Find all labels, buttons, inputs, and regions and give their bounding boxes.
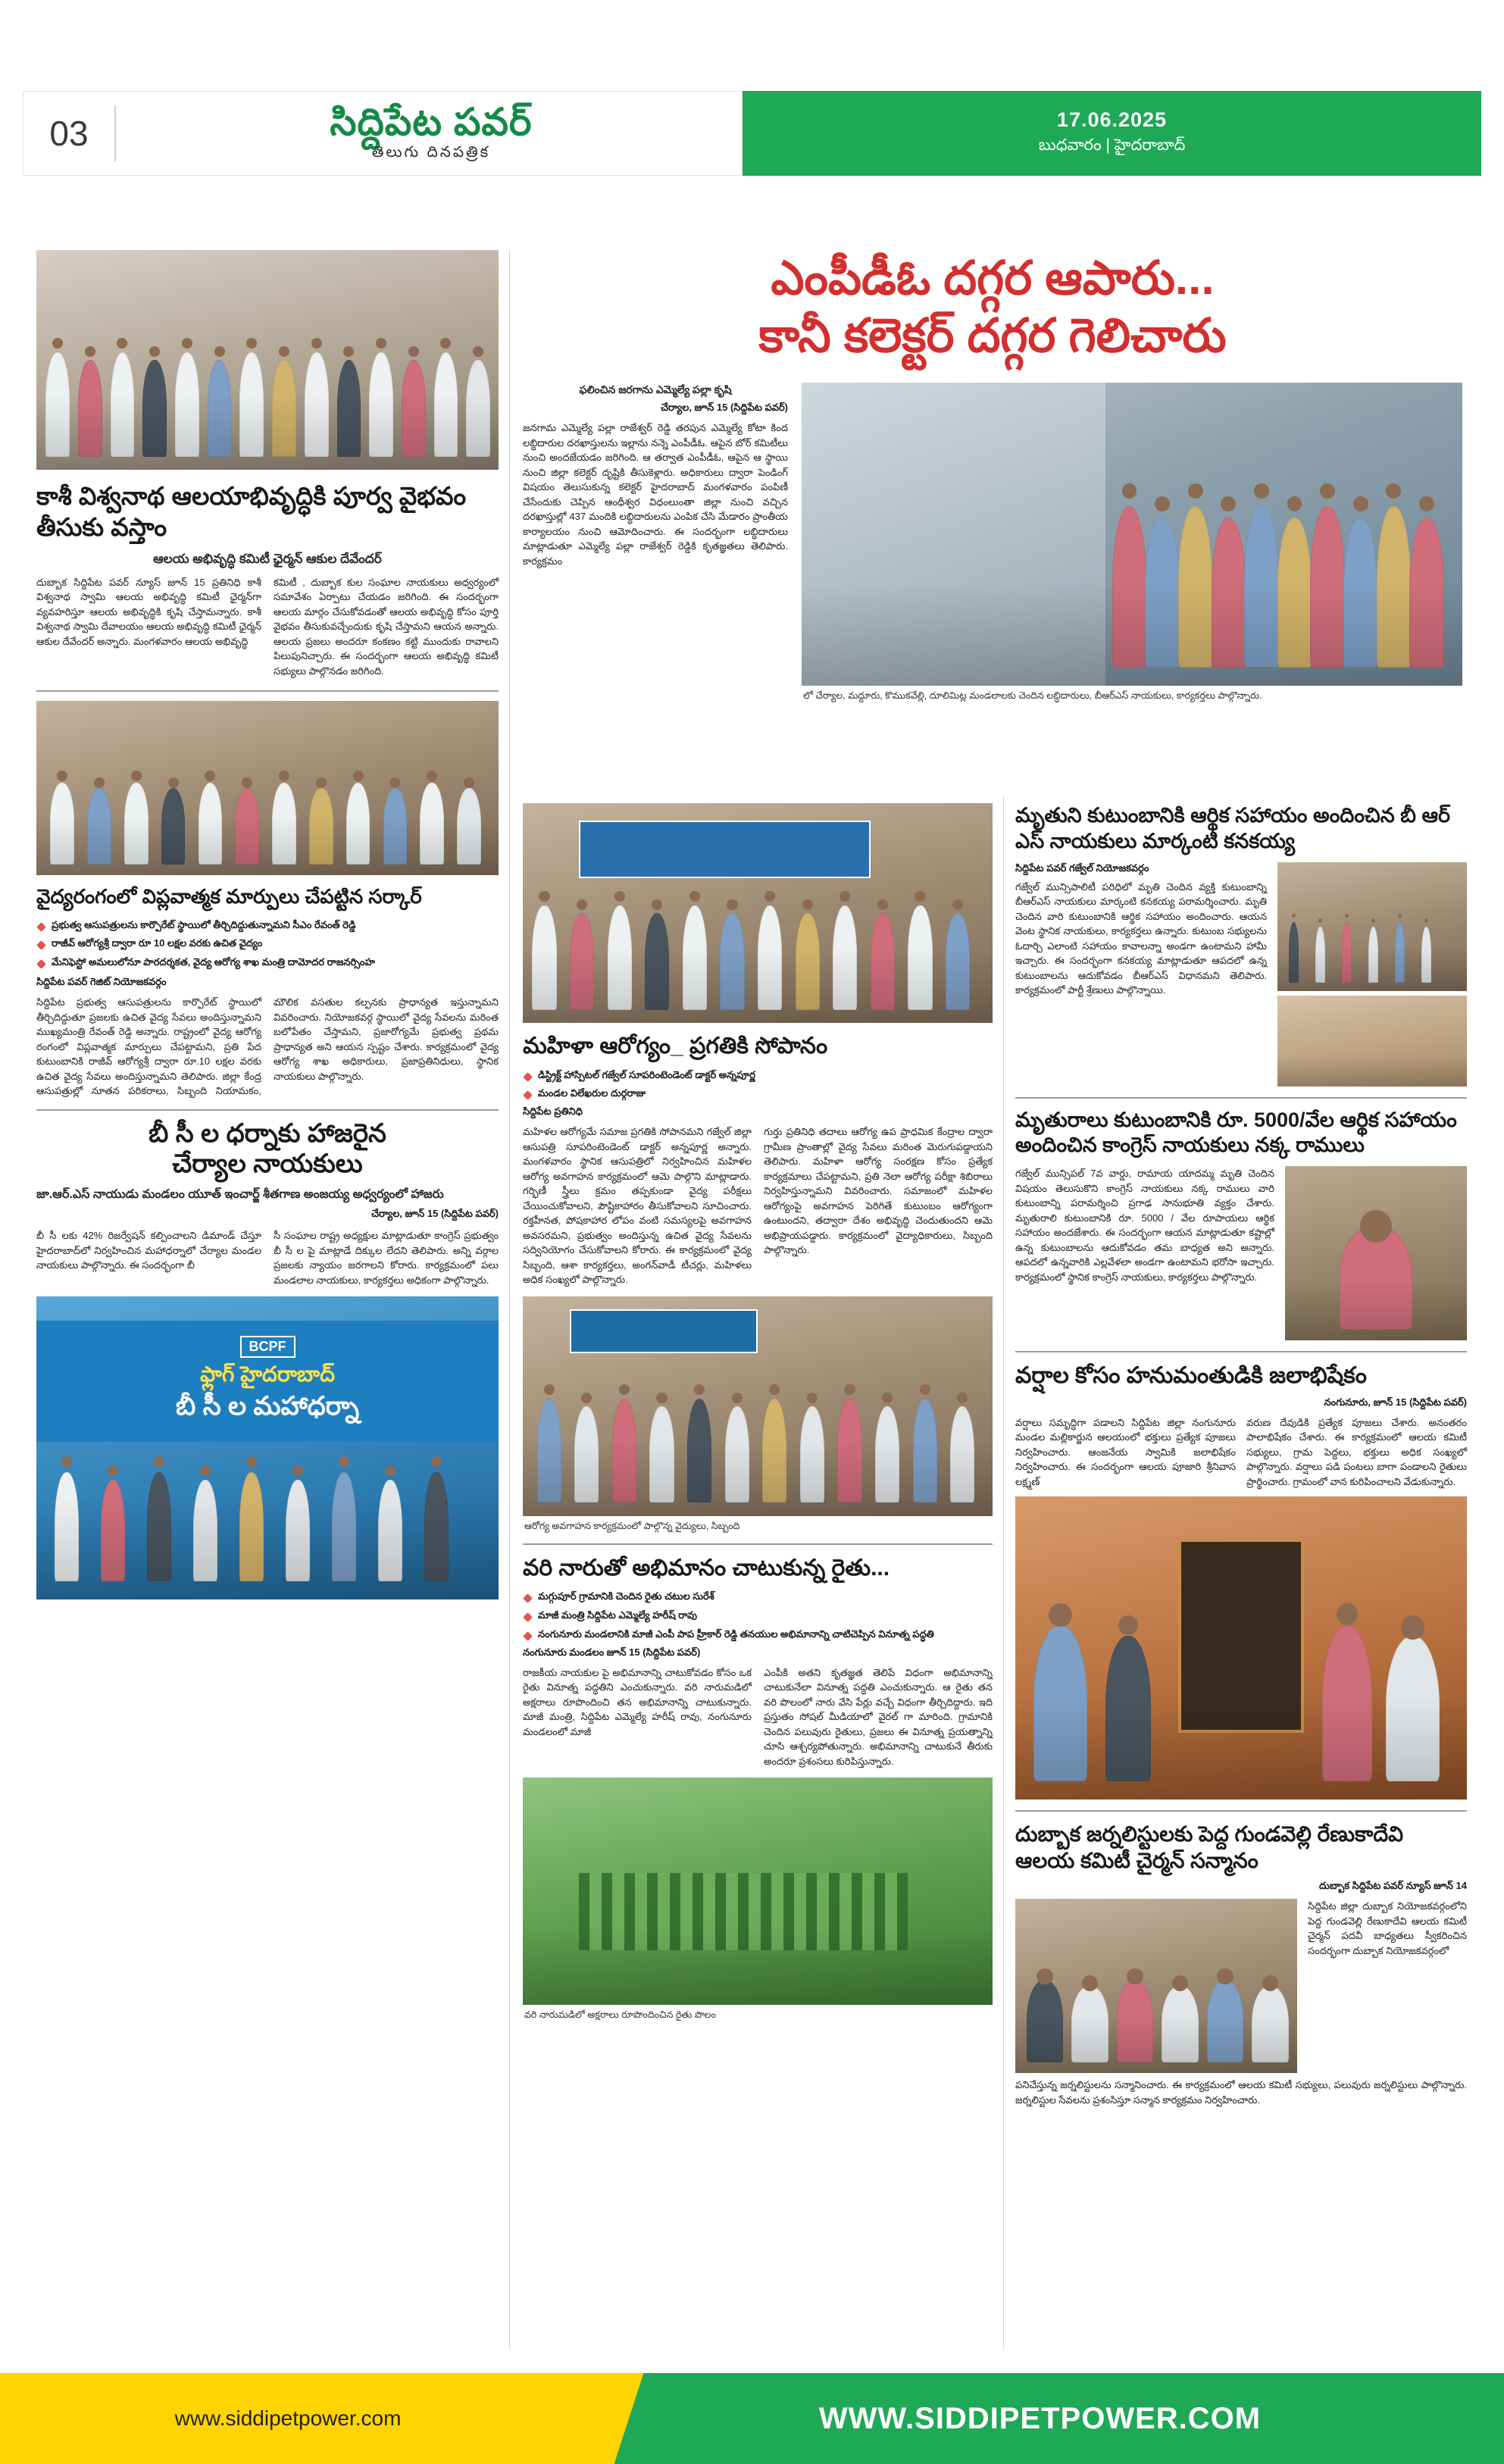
story-body-left: వర్షాలు సమృద్ధిగా పడాలని సిద్దిపేట జిల్లా నంగునూరు మండల మల్లికార్జున ఆలయంలో భక్తులు ప్రత్యేక పూజలు నిర్వహించారు. ఆంజనేయ స్వామికి జలాభిషేకం నిర్వహించారు. ఈ సందర్భంగా ఆలయ పూజారి శ్రీనివాస లక్ష్మణ్ xyxy=(1015,1416,1236,1487)
story-headline: కాశీ విశ్వనాథ ఆలయాభివృద్ధికి పూర్వ వైభవం తీసుకు వస్తాం xyxy=(36,482,467,542)
bullet-item: మగ్గుపూర్ గ్రామానికి చెందిన రైతు చటుల సురేశ్ xyxy=(523,1590,993,1604)
issue-day-place: బుధవారం | హైదరాబాద్ xyxy=(1038,136,1186,154)
photo-beneficiaries xyxy=(802,383,1462,686)
story-body-left: బీ సీ లకు 42% రిజర్వేషన్‌ కల్పించాలని డిమాండ్‌ చేస్తూ హైదరాబాద్‌లో నిర్వహించిన మహాధర్నాలో చేర్యాల మండల నాయకులు పాల్గొన్నారు. ఈ సందర్భంగా బీ xyxy=(36,1230,261,1271)
story-dateline: దుబ్బాక సిద్దిపేట పవర్ న్యూస్ జూన్ 14 xyxy=(1319,1880,1467,1891)
photo-caption: వరి నారుమడిలో అక్షరాలు రూపొందించిన రైతు పొలం xyxy=(524,2009,716,2021)
divider xyxy=(1015,1097,1467,1099)
bullet-item: రాజీవ్‌ ఆరోగ్యశ్రీ ద్వారా రూ 10 లక్షల వరకు ఉచిత వైద్యం xyxy=(36,937,499,951)
story-headline: దుబ్బాక జర్నలిస్టులకు పెద్ద గుండవెల్లి రేణుకాదేవి ఆలయ కమిటీ చైర్మన్ సన్మానం xyxy=(1015,1822,1404,1872)
story-dateline: సిద్దిపేట పవర్ గజ్వేల్ నియోజకవర్గం xyxy=(1015,861,1149,874)
story-body: సిద్దిపేట ప్రభుత్వ ఆసుపత్రులను కార్పొరేట్ స్థాయిలో తీర్చిదిద్దుతూ ప్రజలకు ఉచిత వైద్య సేవలు అందిస్తున్నామని ముఖ్యమంత్రి రేవంత్ రెడ్డి అన్నారు. రాష్ట్రంలో వైద్య ఆరోగ్య రంగంలో విప్లవాత్మక మార్పులు చేపట్టామని, ప్రతి పేద కుటుంబానికి రాజీవ్ ఆరోగ్యశ్రీ ద్వారా రూ.10 లక్షల వరకు ఉచిత వైద్య సేవలు అందిస్తున్నామని తెలిపారు. జిల్లా కేంద్ర ఆసుపత్రుల్లో నూతన పరికరాలు, సిబ్బంది నియామకం, మౌలిక వసతుల కల్పనకు ప్రాధాన్యత ఇస్తున్నామని వివరించారు. నియోజకవర్గ స్థాయిలో వైద్య సేవలను మరింత బలోపేతం చేస్తామని, ప్రజారోగ్యమే ప్రభుత్వ ప్రథమ ప్రాధాన్యత అని ఆయన స్పష్టం చేశారు. కార్యక్రమంలో వైద్య ఆరోగ్య శాఖ అధికారులు, ప్రజాప్రతినిధులు, స్థానిక నాయకులు పాల్గొన్నారు. xyxy=(36,996,499,1097)
lead-photo-caption: లో చేర్యాల, మద్దూరు, కొముకవేల్లి, దూలిమిట్ల మండలాలకు చెందిన లబ్ధిదారులు, బీఆర్ఎస్ నాయకులు, కార్యకర్తలు పాల్గొన్నారు. xyxy=(803,690,1262,702)
story-bullet-list xyxy=(523,1068,993,1102)
story-headline-line2: చేర్యాల నాయకులు xyxy=(172,1149,363,1179)
footer-url-left[interactable]: www.siddipetpower.com xyxy=(174,2406,402,2430)
banner-text: బీ సీ ల మహాధర్నా xyxy=(176,1391,359,1421)
lead-headline-line2: కానీ కలెక్టర్‌ దగ్గర గెలిచారు xyxy=(758,309,1227,362)
masthead-left xyxy=(23,91,743,176)
photo-family-consoled xyxy=(1277,996,1467,1087)
photo-health-dept xyxy=(36,701,499,875)
story-headline: వైద్యరంగంలో విప్లవాత్మక మార్పులు చేపట్టిన సర్కార్ xyxy=(36,885,422,908)
bullet-item: ప్రభుత్వ ఆసుపత్రులను కార్పొరేట్‌ స్థాయిలో తీర్చిదిద్దుతున్నామని సీఎం రేవంత్‌ రెడ్డి xyxy=(36,918,499,933)
story-headline: వరి నారుతో అభిమానం చాటుకున్న రైతు... xyxy=(523,1555,890,1581)
photo-health-awareness xyxy=(523,1296,993,1516)
story-dateline: నంగునూరు మండలం జూన్ 15 (సిద్దిపేట పవర్) xyxy=(523,1646,701,1658)
top-white-bar xyxy=(0,0,1504,70)
story-body: గజ్వేల్ మున్సిపల్ 7వ వార్డు, రామాయ యాదమ్మ మృతి చెందిన విషయం తెలుసుకొని కాంగ్రెస్ నాయకులు నక్క రాములు వారి కుటుంబాన్ని పరామర్శించి ప్రగాఢ సానుభూతి వ్యక్తం చేశారు. మృతురాలి కుటుంబానికి రూ. 5000 / వేల రూపాయలు ఆర్థిక సహాయం అందజేశారు. ఈ సందర్భంగా ఆయన మాట్లాడుతూ కష్టాల్లో ఉన్న కుటుంబాలను ఆదుకోవడం తమ బాధ్యత అని అన్నారు. ఆపదలో ఉన్నవారికి ఎల్లవేళలా అండగా ఉంటామని భరోసా ఇచ్చారు. కార్యక్రమంలో స్థానిక కాంగ్రెస్ నాయకులు, కార్యకర్తలు పాల్గొన్నారు. xyxy=(1015,1168,1274,1283)
divider xyxy=(1015,1810,1467,1812)
bullet-item: మండల విలేఖరుల దుర్గరాజు xyxy=(523,1087,993,1101)
masthead-title-wrap xyxy=(116,102,742,164)
lead-story xyxy=(523,250,1462,702)
story-body-right: గుర్తు ప్రతినిధి తదాలు ఆరోగ్య ఉప ప్రాధమిక కేంద్రాల ద్వారా గ్రామీణ ప్రాంతాల్లో వైద్య సేవలు మరింత మెరుగుపడ్డాయని తెలిపారు. మహిళా ఆరోగ్య సంరక్షణ కోసం ప్రత్యేక కార్యక్రమాలు చేపట్టామని, ప్రతి నెలా ఆరోగ్య పరీక్షా శిబిరాలు నిర్వహిస్తున్నామని వివరించారు. సమాజంలో మహిళల ఆరోగ్యంపై అవగాహన పెరిగితే కుటుంబం ఆరోగ్యంగా ఉంటుందని, తద్వారా దేశం అభివృద్ధి చెందుతుందని ఆమె అభిప్రాయపడ్డారు. కార్యక్రమంలో వైద్యాధికారులు, సిబ్బంది పాల్గొన్నారు. xyxy=(764,1126,993,1256)
story-body-right: ఎంపీకి అతని కృతజ్ఞత తెలిపే విధంగా అభిమానాన్ని చాటుకునేలా వినూత్న పద్ధతి ఎంచుకున్నారు. ఆ రైతు తన వరి పొలంలో నారు వేసి పేర్లు వచ్చే విధంగా తీర్చిదిద్దారు. ఇది ప్రస్తుతం సోషల్ మీడియాలో వైరల్ గా మారింది. గ్రామానికి చెందిన పలువురు రైతులు, ప్రజలు ఈ వినూత్న ప్రయత్నాన్ని చూసి ఆశ్చర్యపోతున్నారు. అభిమానాన్ని చాటుకునే తీరుకు అందరూ ప్రశంసలు కురిపిస్తున్నారు. xyxy=(764,1666,993,1767)
page-number: 03 xyxy=(49,114,89,153)
story-body-right: సీ సంఘాల రాష్ట్ర అధ్యక్షుల మాట్లాడుతూ కాంగ్రెస్ ప్రభుత్వం బీ సీ ల పై మాట్లాడే దిక్కుల లేదని తెలిపారు. అన్ని వర్గాల ప్రజలకు న్యాయం జరగాలని కోరారు. కార్యక్రమంలో పలు మండలాల నాయకులు, కార్యకర్తలు అధికంగా పాల్గొన్నారు. xyxy=(274,1230,499,1286)
masthead xyxy=(23,91,1481,176)
story-headline: మృతుని కుటుంబానికి ఆర్థిక సహాయం అందించిన బీ ఆర్ ఎస్ నాయకులు మార్కంటి కనకయ్య xyxy=(1015,804,1451,852)
story-bullet-list xyxy=(523,1590,993,1642)
photo-temple-committee xyxy=(36,250,499,470)
column-separator xyxy=(1003,796,1004,2349)
banner-logo: BCPF xyxy=(240,1336,295,1358)
newspaper-title: సిద్దిపేట పవర్ xyxy=(330,101,533,143)
photo-brs-leaders-visit xyxy=(1277,862,1467,991)
story-body-left: దుబ్బాక సిద్దిపేట పవర్‌ న్యూస్‌ జూన్‌ 15 ప్రతినిధి కాశీ విశ్వనాథ స్వామి ఆలయ అభివృద్ధి కమిటీ ఛైర్మన్‌గా వ్యవహరిస్తూ ఆలయ అభివృద్ధికి కృషి చేస్తామన్నారు. కాశీ విశ్వనాథ స్వామి దేవాలయం ఆలయ అభివృద్ధి కమిటీ ఛైర్మన్‌ ఆకుల దేవేందర్‌ అన్నారు. మంగళవారం ఆలయ అభివృద్ధి xyxy=(36,576,261,647)
photo-womens-health-meeting xyxy=(523,803,993,1023)
bullet-item: నంగునూరు మండలానికి మాజీ ఎంపీ పాప హ్రీకార్ రెడ్డి తనయుల అభిమానాన్ని చాటిచెప్పిన వినూత్న పద్ధతి xyxy=(523,1628,993,1642)
story-body-right: కమిటీ , దుబ్బాక కుల సంఘాల నాయకులు అధ్వర్యంలో సమావేశం ఏర్పాటు చేయడం జరిగింది. ఈ సందర్భంగా ఆలయ మార్గం చేసుకోవడంతో ఆలయ అభివృద్ధి కోసం పూర్తి వైభవం తీసుకువచ్చేందుకు కృషి చేస్తామని ఆయన అన్నారు. ఆలయ ప్రజలు అందరూ కంకణం కట్టి ముందుకు రావాలని పిలుపునిచ్చారు. ఈ సందర్భంగా ఆలయ అభివృద్ధి కమిటీ సభ్యులు పాల్గొనడం జరిగింది. xyxy=(274,576,499,677)
lead-headline-line1: ఎంపీడీఓ దగ్గర ఆపారు... xyxy=(771,252,1215,305)
photo-congress-leader xyxy=(1285,1166,1467,1340)
photo-caption: ఆరోగ్య అవగాహన కార్యక్రమంలో పాల్గొన్న వైద్యులు, సిబ్బంది xyxy=(524,1520,740,1531)
story-body-left: మహిళల ఆరోగ్యమే సమాజ ప్రగతికి సోపానమని గజ్వేల్ జిల్లా ఆసుపత్రి సూపరింటెండెంట్ డాక్టర్ అన్నపూర్ణ అన్నారు. మంగళవారం స్థానిక ఆసుపత్రిలో నిర్వహించిన మహిళల ఆరోగ్య అవగాహన కార్యక్రమంలో ఆమె పాల్గొని మాట్లాడారు. గర్భిణీ స్త్రీలు క్రమం తప్పకుండా వైద్య పరీక్షలు చేయించుకోవాలని, పౌష్టికాహారం తీసుకోవాలని సూచించారు. రక్తహీనత, పోషకాహార లోపం వంటి సమస్యలపై అవగాహన అవసరమని, ప్రభుత్వం అందిస్తున్న ఉచిత వైద్య సేవలను సద్వినియోగం చేసుకోవాలని కోరారు. ఈ కార్యక్రమంలో వైద్య సిబ్బంది, ఆశా కార్యకర్తలు, అంగన్‌వాడీ టీచర్లు, మహిళలు అధిక సంఖ్యలో పాల్గొన్నారు. xyxy=(523,1126,752,1286)
story-dateline: నంగునూరు, జూన్ 15 (సిద్దిపేట పవర్) xyxy=(1324,1396,1467,1408)
photo-journalists-felicitation xyxy=(1015,1899,1297,2073)
lead-kicker-text: ఫలించిన జరగాను ఎమ్మెల్యే పల్లా కృషి xyxy=(579,383,732,396)
issue-date: 17.06.2025 xyxy=(1056,108,1168,131)
story-subhead: ఆలయ అభివృద్ధి కమిటీ ఛైర్మన్‌ ఆకుల దేవేందర్‌ xyxy=(153,551,382,566)
photo-temple-abhishekam xyxy=(1015,1496,1467,1800)
lead-body: జనగామ ఎమ్మెల్యే పల్లా రాజేశ్వర్‌ రెడ్డి తరపున ఎమ్మెల్యే కోటా కింద లబ్ధిదారుల దరఖాస్తులను ఇల్లాను నన్నె ఎంపీడీఓ. ఆపైన బోర్ కమిటీలు నుంచి అందజేయడం జరిగింది. ఆ తర్వాత ఎంపీడీఓ, ఆపైన ఆ స్థాయి నుంచి జిల్లా కలెక్టర్‌ దృష్టికి తీసుకెళ్లారు. అధికారులు ద్వారా పెండింగ్ విషయం తెలుసుకున్న కలెక్టర్‌ హైదరాబాద్ మంగళవారం పంపిణీ చేసేందుకు చెప్పిన ఆంధీశ్వర విధంలుంతా జిల్లా నుంచి వచ్చిన దరఖాస్తుల్లో 437 మందికి లబ్ధిదారులను ఎంపిక చేసి మేడారం ప్రాంతీయ కార్యాలయం నుంచి ఆమోదించారు. ఈ సందర్భంగా లబ్ధిదారులు మాట్లాడుతూ ఎమ్మెల్యే పల్లా రాజేశ్వర్‌ రెడ్డికి కృతజ్ఞతలు తెలిపారు. కార్యక్రమం xyxy=(523,422,788,567)
story-body-left: సిద్దిపేట జిల్లా దుబ్బాక నియోజకవర్గంలోని పెద్ద గుండవెల్లి రేణుకాదేవి ఆలయ కమిటీ చైర్మన్ పదవీ బాధ్యతలు స్వీకరించిన సందర్భంగా దుబ్బాక నియోజకవర్గంలో xyxy=(1308,1900,1467,1956)
column-3 xyxy=(1015,803,1467,2107)
photo-bc-dharna xyxy=(36,1296,499,1599)
lead-kicker xyxy=(523,383,788,397)
divider xyxy=(1015,1351,1467,1352)
story-body-left: రాజకీయ నాయకుల పై అభిమానాన్ని చాటుకోవడం కోసం ఒక రైతు వినూత్న పద్ధతిని ఎంచుకున్నారు. వరి నారుమడిలో అక్షరాలు రూపొందించి తన అభిమానాన్ని చాటుకున్నారు. మాజీ మంత్రి, సిద్దిపేట ఎమ్మెల్యే హరీష్ రావు, నంగునూరు మండలంలో మాజీ xyxy=(523,1666,752,1737)
story-body: గజ్వేల్ మున్సిపాలిటీ పరిధిలో మృతి చెందిన వ్యక్తి కుటుంబాన్ని బీఆర్ఎస్ నాయకులు మార్కంటి కనకయ్య పరామర్శించారు. మృతి చెందిన వారి కుటుంబానికి ఆర్థిక సహాయం అందించారు. ఆయన వెంట స్థానిక నాయకులు, కార్యకర్తలు ఉన్నారు. కుటుంబ సభ్యులను ఓదార్చి ఎలాంటి సహాయం కావాలన్నా అండగా ఉంటామని హామీ ఇచ్చారు. ఈ సందర్భంగా కనకయ్య మాట్లాడుతూ ఆపదలో ఉన్న కుటుంబాలను ఆదుకోవడం బీఆర్ఎస్ విధానమని తెలిపారు. కార్యక్రమంలో పార్టీ శ్రేణులు పాల్గొన్నాయి. xyxy=(1015,880,1267,996)
bullet-item: మాజీ మంత్రి సిద్దిపేట ఎమ్మెల్యే హరీష్ రావు xyxy=(523,1609,993,1623)
story-headline-line1: బీ సీ ల ధర్నాకు హాజరైన xyxy=(149,1118,386,1148)
column-1 xyxy=(36,250,499,1599)
story-subhead: జా.ఆర్‌.ఎస్‌ నాయుడు మండలం యూత్‌ ఇంచార్జ్‌ శీతగాణ అంజయ్య అధ్వర్యంలో హాజరు xyxy=(36,1188,444,1202)
story-dateline: సిద్దిపేట పవర్ గెజిట్ నియోజకవర్గం xyxy=(36,976,167,988)
photo-paddy-field xyxy=(523,1778,993,2005)
footer-bar xyxy=(0,2373,1504,2464)
banner-subtitle: ఫ్లాగ్ హైదరాబాద్ xyxy=(200,1362,335,1386)
footer-yellow-band xyxy=(0,2373,576,2464)
story-dateline: సిద్దిపేట ప్రతినిధి xyxy=(523,1105,583,1118)
footer-green-band xyxy=(576,2373,1504,2464)
story-dateline: చేర్యాల, జూన్ 15 (సిద్దిపేట పవర్) xyxy=(371,1208,499,1220)
story-body-right: పనిచేస్తున్న జర్నలిస్టులను సన్మానించారు. ఈ కార్యక్రమంలో ఆలయ కమిటీ సభ్యులు, పలువురు జర్నలిస్టులు పాల్గొన్నారు. జర్నలిస్టుల సేవలను ప్రశంసిస్తూ సన్మాన కార్యక్రమం నిర్వహించారు. xyxy=(1015,2079,1467,2106)
masthead-date-block xyxy=(743,91,1481,176)
footer-url-right[interactable]: WWW.SIDDIPETPOWER.COM xyxy=(818,2401,1262,2435)
bullet-item: డిస్ట్రిక్ట్ హాస్పిటల్ గజ్వేల్ సూపరింటెండెంట్ డాక్టర్ అన్నపూర్ణ xyxy=(523,1068,993,1083)
divider xyxy=(523,1543,993,1545)
lead-dateline: చేర్యాల, జూన్ 15 (సిద్దిపేట పవర్) xyxy=(661,402,788,414)
divider xyxy=(36,1109,499,1111)
story-body-right: వరుణ దేవుడికి ప్రత్యేక పూజలు చేశారు. అనంతరం పాలాభిషేకం చేశారు. ఈ కార్యక్రమంలో ఆలయ కమిటీ సభ్యులు, గ్రామ పెద్దలు, భక్తులు అధిక సంఖ్యలో పాల్గొన్నారు. వర్షాలు పడి పంటలు బాగా పండాలని రైతులు ప్రార్థించారు. గ్రామంలో వాన కురిపించాలని వేడుకున్నారు. xyxy=(1246,1416,1467,1487)
story-bullet-list xyxy=(36,918,499,971)
divider xyxy=(36,690,499,692)
newspaper-subtitle: తెలుగు దినపత్రిక xyxy=(371,144,491,161)
column-2 xyxy=(523,803,993,2022)
bullet-item: మేనిఫెస్టో అమలులోనూ పారదర్శకత, వైద్య ఆరోగ్య శాఖ మంత్రి దామోదర రాజనర్సింహ xyxy=(36,955,499,970)
story-headline: మృతురాలు కుటుంబానికి రూ. 5000/వేల ఆర్థిక సహాయం అందించిన కాంగ్రెస్ నాయకులు నక్క రాములు xyxy=(1015,1108,1457,1157)
story-headline: వర్షాల కోసం హనుమంతుడికి జలాభిషేకం xyxy=(1015,1363,1367,1388)
story-headline: మహిళా ఆరోగ్యం_ ప్రగతికి సోపానం xyxy=(523,1033,828,1058)
column-separator xyxy=(509,250,510,2349)
